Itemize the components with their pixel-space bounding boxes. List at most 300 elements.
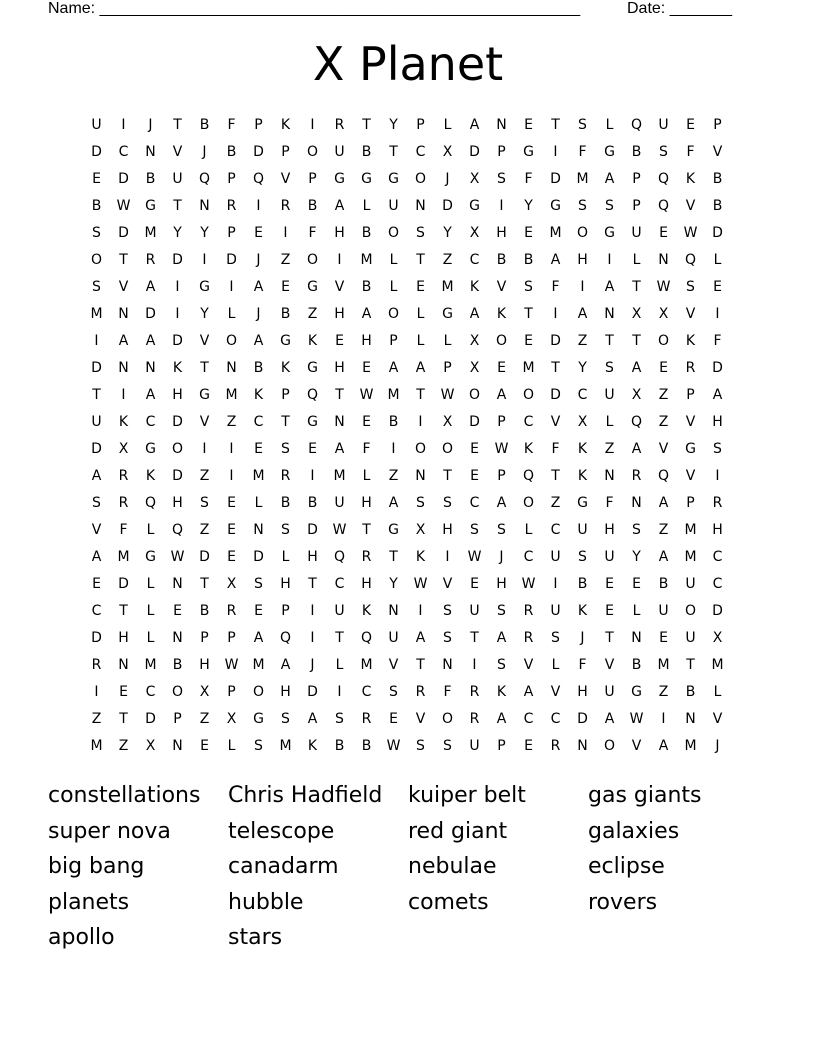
grid-cell: L [362,197,371,214]
grid-cell: S [470,521,479,538]
word-list-item: red giant [408,818,508,844]
grid-cell: U [604,683,615,700]
grid-cell: I [391,440,396,457]
grid-cell: E [470,467,479,484]
grid-cell: K [361,602,372,619]
grid-cell: A [253,629,264,646]
grid-cell: T [173,116,182,133]
grid-cell: X [415,521,426,538]
grid-cell: G [253,710,264,727]
grid-cell: X [145,737,156,754]
grid-cell: I [310,116,315,133]
word-list-item: eclipse [588,854,665,879]
grid-cell: D [172,332,183,349]
grid-cell: R [685,359,696,376]
grid-cell: B [172,656,183,673]
grid-cell: D [91,629,102,646]
grid-cell: X [577,413,588,430]
grid-cell: S [632,521,641,538]
grid-cell: U [604,386,615,403]
grid-cell: T [389,143,398,160]
grid-cell: E [200,737,209,754]
grid-cell: A [91,467,102,484]
grid-cell: K [523,440,534,457]
grid-cell: M [657,656,670,673]
grid-cell: B [91,197,102,214]
grid-cell: F [686,143,695,160]
grid-cell: N [415,467,426,484]
grid-cell: T [524,305,533,322]
grid-cell: C [523,413,534,430]
grid-cell: X [199,683,210,700]
grid-cell: M [360,656,373,673]
grid-cell: P [632,197,641,214]
grid-cell: R [361,548,372,565]
grid-cell: S [497,170,506,187]
grid-cell: H [172,494,183,511]
grid-cell: B [226,143,237,160]
grid-cell: U [685,575,696,592]
grid-cell: A [334,440,345,457]
grid-cell: D [145,710,156,727]
grid-cell: L [524,521,533,538]
grid-cell: E [416,278,425,295]
grid-cell: A [496,494,507,511]
grid-cell: G [631,683,642,700]
grid-cell: B [199,116,210,133]
grid-cell: Z [91,710,102,727]
grid-cell: I [337,251,342,268]
grid-cell: C [253,413,264,430]
grid-cell: E [686,116,695,133]
grid-cell: V [604,656,615,673]
grid-cell: G [307,413,318,430]
grid-cell: Q [630,413,643,430]
grid-cell: V [199,413,210,430]
grid-cell: O [90,251,103,268]
grid-cell: I [94,332,99,349]
grid-cell: S [416,737,425,754]
grid-cell: A [496,629,507,646]
grid-cell: A [145,332,156,349]
grid-cell: H [604,521,615,538]
word-list-item: kuiper belt [408,783,526,808]
grid-cell: Z [442,251,453,268]
grid-cell: Z [280,251,291,268]
grid-cell: P [281,143,290,160]
grid-cell: T [416,656,425,673]
word-list-item: big bang [48,854,145,879]
grid-cell: L [227,305,236,322]
grid-cell: S [92,224,101,241]
grid-cell: A [712,386,723,403]
grid-cell: I [445,548,450,565]
grid-cell: M [576,170,589,187]
grid-cell: B [631,656,642,673]
grid-cell: D [712,224,723,241]
grid-cell: B [361,278,372,295]
word-list-item: nebulae [408,854,497,879]
grid-cell: D [172,467,183,484]
grid-cell: V [658,440,669,457]
grid-cell: K [145,467,156,484]
grid-cell: L [605,116,614,133]
grid-cell: Q [657,197,670,214]
grid-cell: R [469,683,480,700]
grid-cell: R [226,602,237,619]
grid-cell: M [549,224,562,241]
grid-cell: R [523,602,534,619]
grid-cell: Q [198,170,211,187]
grid-cell: W [386,737,401,754]
grid-cell: N [172,575,183,592]
grid-cell: F [605,494,614,511]
grid-cell: Q [360,629,373,646]
grid-cell: B [280,494,291,511]
grid-cell: L [416,332,425,349]
grid-cell: Q [630,116,643,133]
grid-cell: V [712,710,723,727]
grid-cell: D [226,251,237,268]
grid-cell: S [578,548,587,565]
grid-cell: G [442,305,453,322]
grid-cell: F [227,116,236,133]
grid-cell: X [469,170,480,187]
grid-cell: P [227,629,236,646]
word-list-item: telescope [228,818,335,844]
page-title: X Planet [312,37,504,91]
grid-cell: M [684,737,697,754]
grid-cell: O [171,440,184,457]
grid-cell: H [712,413,723,430]
grid-cell: C [415,143,426,160]
grid-cell: B [280,305,291,322]
grid-cell: O [495,332,508,349]
grid-cell: T [173,197,182,214]
grid-cell: D [172,251,183,268]
grid-cell: G [199,278,210,295]
grid-cell: E [227,494,236,511]
grid-cell: A [523,683,534,700]
grid-cell: F [308,224,317,241]
grid-cell: S [254,737,263,754]
grid-cell: F [362,440,371,457]
grid-cell: V [172,143,183,160]
grid-cell: O [306,143,319,160]
grid-cell: H [361,494,372,511]
word-list-item: hubble [228,889,304,915]
grid-cell: W [656,278,671,295]
grid-cell: G [604,143,615,160]
grid-cell: P [308,170,317,187]
grid-cell: A [658,494,669,511]
grid-cell: D [118,170,129,187]
grid-cell: X [226,710,237,727]
grid-cell: S [497,521,506,538]
grid-cell: I [661,710,666,727]
grid-cell: E [362,413,371,430]
grid-cell: T [632,278,641,295]
grid-cell: V [685,413,696,430]
grid-cell: L [146,602,155,619]
grid-cell: T [551,359,560,376]
grid-cell: L [146,629,155,646]
grid-cell: B [685,683,696,700]
grid-cell: E [227,548,236,565]
grid-cell: L [146,575,155,592]
grid-cell: O [414,170,427,187]
grid-cell: P [389,332,398,349]
grid-cell: S [443,629,452,646]
grid-cell: M [144,656,157,673]
grid-cell: S [578,116,587,133]
grid-cell: T [551,467,560,484]
grid-cell: W [332,521,347,538]
grid-cell: T [119,602,128,619]
grid-cell: M [90,305,103,322]
grid-cell: P [632,170,641,187]
grid-cell: M [684,521,697,538]
grid-cell: J [256,305,261,322]
grid-cell: I [94,683,99,700]
word-list-item: galaxies [588,818,680,844]
grid-cell: K [280,359,291,376]
grid-cell: D [307,521,318,538]
grid-cell: T [470,629,479,646]
grid-cell: A [118,332,129,349]
grid-cell: J [580,629,585,646]
grid-cell: U [550,548,561,565]
grid-cell: T [92,386,101,403]
grid-cell: O [225,332,238,349]
grid-cell: D [253,548,264,565]
grid-cell: E [713,278,722,295]
grid-cell: I [310,629,315,646]
grid-cell: M [387,386,400,403]
grid-cell: R [118,494,129,511]
grid-cell: X [469,224,480,241]
grid-cell: G [199,386,210,403]
grid-cell: L [632,602,641,619]
grid-cell: O [522,494,535,511]
word-search-grid [83,111,731,759]
grid-cell: G [388,170,399,187]
grid-cell: R [91,656,102,673]
grid-cell: W [683,224,698,241]
grid-cell: B [631,143,642,160]
grid-cell: E [659,629,668,646]
grid-cell: B [361,737,372,754]
grid-cell: O [468,386,481,403]
grid-cell: B [523,251,534,268]
grid-cell: T [605,629,614,646]
grid-cell: S [686,278,695,295]
grid-cell: S [713,440,722,457]
grid-cell: C [361,683,372,700]
grid-cell: P [686,386,695,403]
grid-cell: M [117,548,130,565]
grid-cell: M [225,386,238,403]
grid-cell: S [605,359,614,376]
grid-cell: Y [200,305,209,322]
grid-cell: T [119,710,128,727]
grid-cell: E [605,602,614,619]
grid-cell: A [469,305,480,322]
grid-cell: D [550,386,561,403]
grid-cell: H [334,305,345,322]
grid-cell: U [658,116,669,133]
grid-cell: T [389,548,398,565]
grid-cell: F [578,656,587,673]
grid-cell: D [469,143,480,160]
grid-cell: E [497,359,506,376]
grid-cell: S [281,710,290,727]
grid-cell: O [306,251,319,268]
grid-cell: Y [200,224,209,241]
grid-cell: Z [658,683,669,700]
grid-cell: G [469,197,480,214]
grid-cell: Z [307,305,318,322]
grid-cell: L [443,332,452,349]
grid-cell: S [92,278,101,295]
grid-cell: T [632,332,641,349]
grid-cell: G [577,494,588,511]
grid-cell: L [632,251,641,268]
grid-cell: M [441,278,454,295]
grid-cell: W [494,440,509,457]
grid-cell: A [388,359,399,376]
grid-cell: I [229,278,234,295]
grid-cell: N [415,197,426,214]
grid-cell: U [550,602,561,619]
grid-cell: X [226,575,237,592]
grid-cell: C [523,710,534,727]
grid-cell: K [685,332,696,349]
grid-cell: V [118,278,129,295]
grid-cell: P [416,116,425,133]
grid-cell: N [172,629,183,646]
grid-cell: I [229,440,234,457]
grid-cell: H [712,521,723,538]
grid-cell: V [442,575,453,592]
grid-cell: Q [333,548,346,565]
grid-cell: D [577,710,588,727]
grid-cell: E [632,575,641,592]
grid-cell: J [715,737,720,754]
grid-cell: T [335,386,344,403]
grid-cell: I [256,197,261,214]
grid-cell: C [712,548,723,565]
grid-cell: N [172,737,183,754]
grid-cell: D [442,197,453,214]
grid-cell: K [685,170,696,187]
grid-cell: H [118,629,129,646]
grid-cell: A [334,197,345,214]
grid-cell: V [631,737,642,754]
grid-cell: T [605,332,614,349]
grid-cell: N [226,359,237,376]
word-list-item: Chris Hadfield [228,783,383,808]
grid-cell: G [307,278,318,295]
grid-cell: E [524,224,533,241]
grid-cell: V [712,143,723,160]
grid-cell: G [550,197,561,214]
grid-cell: N [388,602,399,619]
grid-cell: P [227,224,236,241]
grid-cell: A [550,251,561,268]
grid-cell: N [199,197,210,214]
grid-cell: D [145,305,156,322]
name-field-label: Name: ______________________________________________________ [48,0,581,17]
grid-cell: C [550,521,561,538]
grid-cell: G [604,224,615,241]
grid-cell: R [118,467,129,484]
grid-cell: M [522,359,535,376]
grid-cell: M [144,224,157,241]
grid-cell: R [469,710,480,727]
grid-cell: K [577,602,588,619]
grid-cell: H [172,386,183,403]
grid-cell: N [118,656,129,673]
grid-cell: S [551,629,560,646]
grid-cell: G [334,170,345,187]
grid-cell: I [553,305,558,322]
grid-cell: E [524,116,533,133]
grid-cell: L [713,251,722,268]
grid-cell: I [283,224,288,241]
grid-cell: P [497,143,506,160]
grid-cell: X [658,305,669,322]
grid-cell: I [202,251,207,268]
grid-cell: Y [632,548,641,565]
grid-cell: H [361,575,372,592]
grid-cell: I [175,278,180,295]
grid-cell: H [361,332,372,349]
grid-cell: E [281,278,290,295]
grid-cell: Q [684,251,697,268]
grid-cell: A [604,710,615,727]
grid-cell: W [440,386,455,403]
grid-cell: G [145,197,156,214]
grid-cell: A [496,386,507,403]
grid-cell: K [118,413,129,430]
grid-cell: L [281,548,290,565]
word-list-item: apollo [48,925,115,950]
grid-cell: L [605,413,614,430]
grid-cell: L [389,278,398,295]
grid-cell: O [576,224,589,241]
grid-cell: S [254,575,263,592]
grid-cell: A [604,278,615,295]
grid-cell: G [145,548,156,565]
grid-cell: V [550,683,561,700]
grid-cell: G [685,440,696,457]
grid-cell: O [441,710,454,727]
grid-cell: A [469,116,480,133]
grid-cell: T [200,359,209,376]
grid-cell: X [118,440,129,457]
grid-cell: S [443,494,452,511]
grid-cell: E [173,602,182,619]
grid-cell: S [389,683,398,700]
grid-cell: Z [118,737,129,754]
grid-cell: F [551,440,560,457]
grid-cell: I [175,305,180,322]
grid-cell: R [550,737,561,754]
grid-cell: G [307,359,318,376]
grid-cell: E [389,710,398,727]
grid-cell: B [199,602,210,619]
